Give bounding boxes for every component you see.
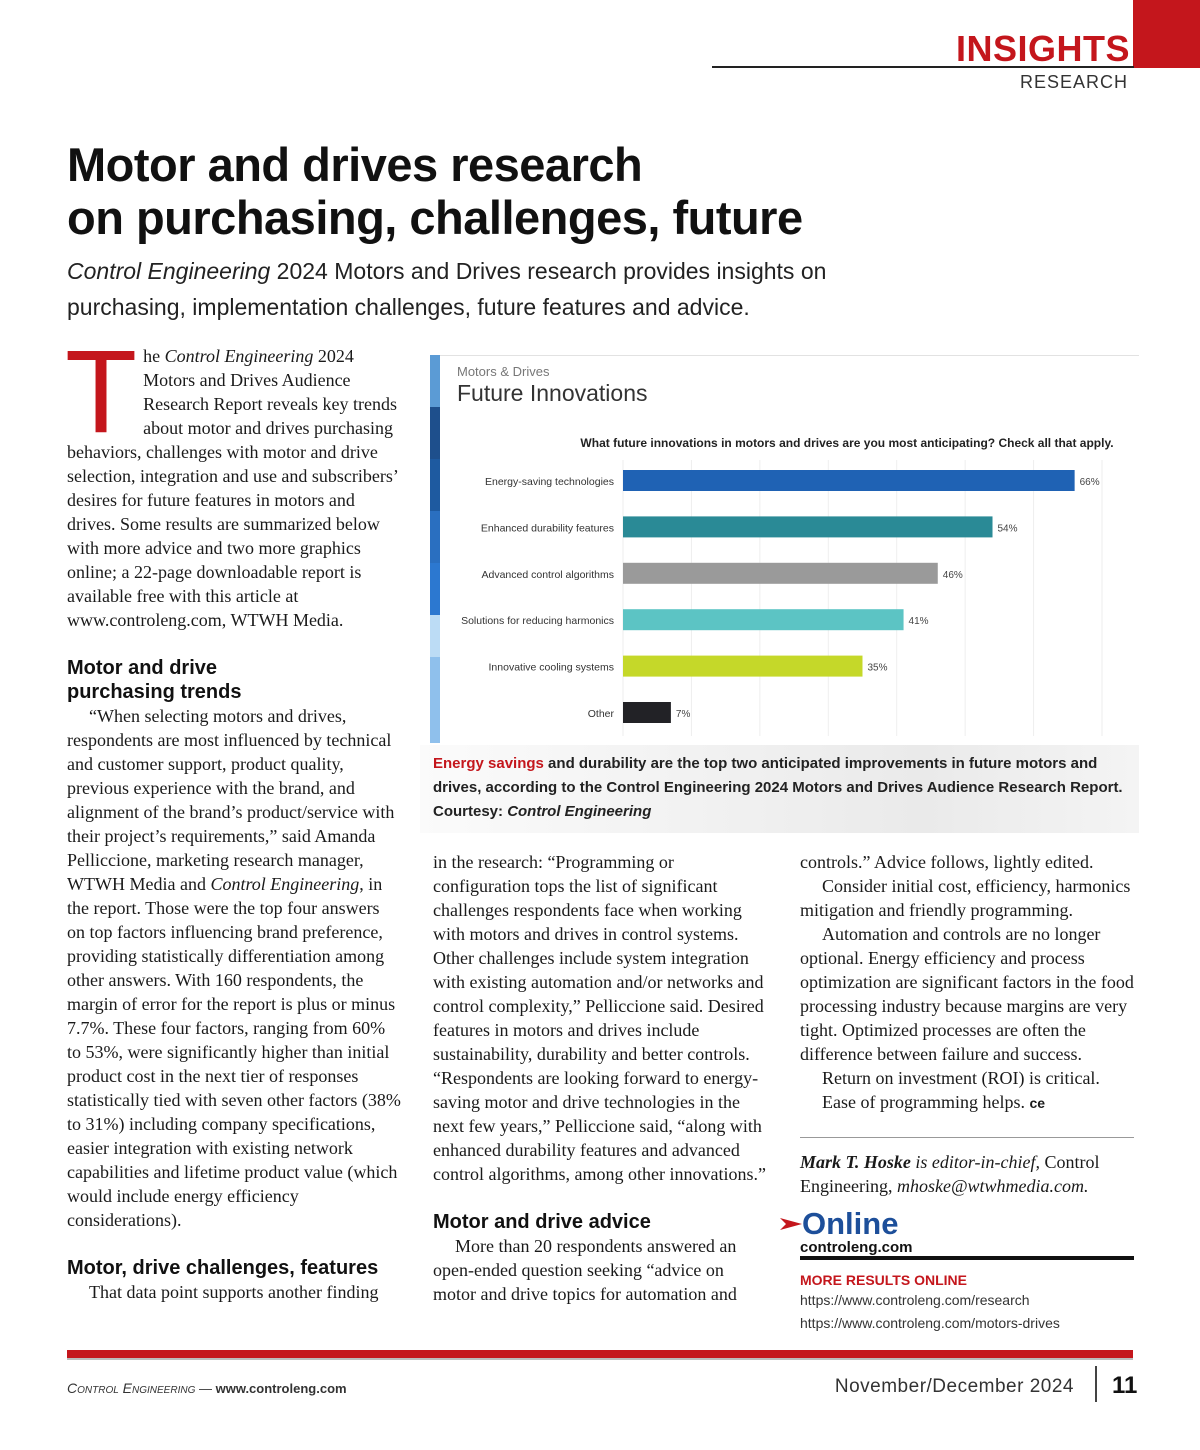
chart-accent-strip xyxy=(430,355,440,743)
chart-bar xyxy=(623,470,1075,491)
chart-value-label: 35% xyxy=(867,662,888,674)
online-arrow-icon xyxy=(780,1216,802,1232)
chart-category-label: Innovative cooling systems xyxy=(488,661,614,674)
footer-issue-date: November/December 2024 xyxy=(834,1376,1074,1397)
purchasing-paragraph xyxy=(67,704,402,1232)
advice-item-4 xyxy=(800,1090,1140,1115)
advice-item-3: Return on investment (ROI) is critical. xyxy=(822,1068,1100,1088)
deck-text: 2024 Motors and Drives research provides insights on purchasing, implementation challenges, future features and advice. xyxy=(67,258,827,320)
more-results-heading: MORE RESULTS ONLINE xyxy=(800,1272,967,1288)
body-column-2 xyxy=(433,850,768,1306)
author-rule xyxy=(800,1137,1134,1138)
chart-value-label: 41% xyxy=(908,616,929,628)
more-results-link-2[interactable]: https://www.controleng.com/motors-drives xyxy=(800,1315,1060,1331)
online-site: controleng.com xyxy=(800,1239,913,1256)
intro-publication: Control Engineering xyxy=(164,346,314,366)
subhead-advice: Motor and drive advice xyxy=(433,1211,651,1233)
footer-divider xyxy=(1095,1366,1097,1402)
chart-bar xyxy=(623,609,904,630)
section-label: INSIGHTS xyxy=(955,28,1130,69)
chart-figure xyxy=(433,355,1139,744)
author-email[interactable]: mhoske@wtwhmedia.com. xyxy=(896,1176,1089,1196)
header-red-tab xyxy=(1133,0,1200,68)
article-deck xyxy=(67,253,947,325)
chart-bar xyxy=(623,563,938,584)
author-name: Mark T. Hoske xyxy=(800,1152,911,1172)
online-word: Online xyxy=(802,1206,899,1241)
advice-item-1: Consider initial cost, efficiency, harmonics mitigation and friendly programming. xyxy=(800,876,1131,920)
chart-bar xyxy=(623,656,863,677)
chart-category-label: Advanced control algorithms xyxy=(481,568,614,581)
advice-paragraph-cont: controls.” Advice follows, lightly edited. xyxy=(800,852,1094,872)
chart-gridlines xyxy=(623,460,1102,736)
figure-caption xyxy=(433,752,1123,824)
author-role: is editor-in-chief, xyxy=(910,1152,1045,1172)
chart-bar xyxy=(623,702,671,723)
author-publication: Control Engineering, xyxy=(800,1152,1100,1196)
subhead-challenges: Motor, drive challenges, features xyxy=(67,1257,379,1279)
chart-value-label: 7% xyxy=(675,709,691,720)
purchasing-publication: Control Engineering xyxy=(210,874,360,894)
chart-value-label: 66% xyxy=(1079,477,1100,488)
footer-rule-shadow xyxy=(67,1358,1133,1360)
chart-bars xyxy=(461,470,1100,723)
footer-pub-name: Control Engineering xyxy=(67,1380,196,1396)
article-title xyxy=(67,138,967,244)
body-column-1 xyxy=(65,326,402,1304)
challenges-paragraph-cont: in the research: “Programming or configuration tops the list of significant challenges respondents face when working with motors and drives in control systems. Other challenges include system integration with existing automation and/or networks and control complexity,” Pelliccione said. Desired features in motors and drives include sustainability, durability and better controls. “Respondents are looking forward to energy-saving motor and drive technologies in the next few years,” Pelliccione said, “along with enhanced durability features and advanced control algorithms, among other innovations.” xyxy=(433,852,766,1184)
chart-title: Future Innovations xyxy=(457,380,648,406)
future-innovations-chart xyxy=(433,356,1139,744)
footer-url[interactable]: www.controleng.com xyxy=(215,1381,347,1396)
caption-text: and durability are the top two anticipated improvements in future motors and drives, according to the Control Engineering 2024 Motors and Drives Audience Research Report. Courtesy: xyxy=(433,755,1123,820)
page-number: 11 xyxy=(1112,1372,1138,1399)
intro-paragraph xyxy=(65,326,402,632)
drop-cap: T xyxy=(65,326,138,458)
online-rule xyxy=(800,1256,1134,1260)
footer-rule xyxy=(67,1350,1133,1358)
advice-paragraph-start: More than 20 respondents answered an open-ended question seeking “advice on motor and drive topics for automation and xyxy=(433,1236,737,1304)
intro-text-b: 2024 Motors and Drives Audience Research Report reveals key trends about motor and drives purchasing behaviors, challenges with motor and drive selection, integration and use and subscribers’ desires for future features in motors and drives. Some results are summarized below with more advice and two more graphics online; a 22-page downloadable report is available free with this article at www.controleng.com, WTWH Media. xyxy=(67,346,398,630)
footer-publication xyxy=(67,1380,347,1396)
advice-item-2: Automation and controls are no longer optional. Energy efficiency and process optimization are significant factors in the food processing industry because margins are very tight. Optimized processes are often the difference between failure and success. xyxy=(800,924,1134,1064)
chart-value-label: 46% xyxy=(942,569,963,581)
author-bio xyxy=(800,1150,1140,1198)
advice-item-4-text: Ease of programming helps. xyxy=(822,1092,1025,1112)
chart-kicker: Motors & Drives xyxy=(457,364,550,379)
chart-category-label: Other xyxy=(587,708,614,720)
chart-bar xyxy=(623,516,993,537)
challenges-paragraph-start: That data point supports another finding xyxy=(89,1282,379,1302)
chart-category-label: Energy-saving technologies xyxy=(485,476,614,488)
footer-dash: — xyxy=(195,1381,216,1396)
caption-credit: Control Engineering xyxy=(507,803,652,820)
online-logo[interactable] xyxy=(780,1208,913,1256)
deck-publication: Control Engineering xyxy=(67,258,271,284)
more-results-link-1[interactable]: https://www.controleng.com/research xyxy=(800,1292,1030,1308)
intro-text-a: he xyxy=(143,346,165,366)
chart-category-label: Solutions for reducing harmonics xyxy=(461,615,614,628)
section-kicker: RESEARCH xyxy=(1019,72,1128,92)
end-mark: ce xyxy=(1029,1095,1046,1111)
body-column-3 xyxy=(800,850,1140,1198)
caption-highlight: Energy savings xyxy=(433,755,544,772)
purchasing-text-a: “When selecting motors and drives, respondents are most influenced by technical and customer support, product quality, previous experience with the brand, and alignment of the brand’s product/service with their project’s requirements,” said Amanda Pelliccione, marketing research manager, WTWH Media and xyxy=(67,706,395,894)
chart-value-label: 54% xyxy=(997,523,1018,535)
title-line-2: on purchasing, challenges, future xyxy=(67,191,803,244)
subhead-purchasing: Motor and drive purchasing trends xyxy=(67,657,242,703)
purchasing-text-b: , in the report. Those were the top four answers on top factors influencing brand preference, providing statistically differentiation among other answers. With 160 respondents, the margin of error for the report is plus or minus 7.7%. These four factors, ranging from 60% to 53%, were significantly higher than initial product cost in the next tier of responses statistically tied with seven other factors (38% to 31%) including company specifications, easier integration with existing network capabilities and lifetime product value (which would include energy efficiency considerations). xyxy=(67,874,401,1230)
title-line-1: Motor and drives research xyxy=(67,138,643,191)
chart-category-label: Enhanced durability features xyxy=(480,522,614,535)
chart-question: What future innovations in motors and drives are you most anticipating? Check all that apply. xyxy=(580,436,1114,450)
